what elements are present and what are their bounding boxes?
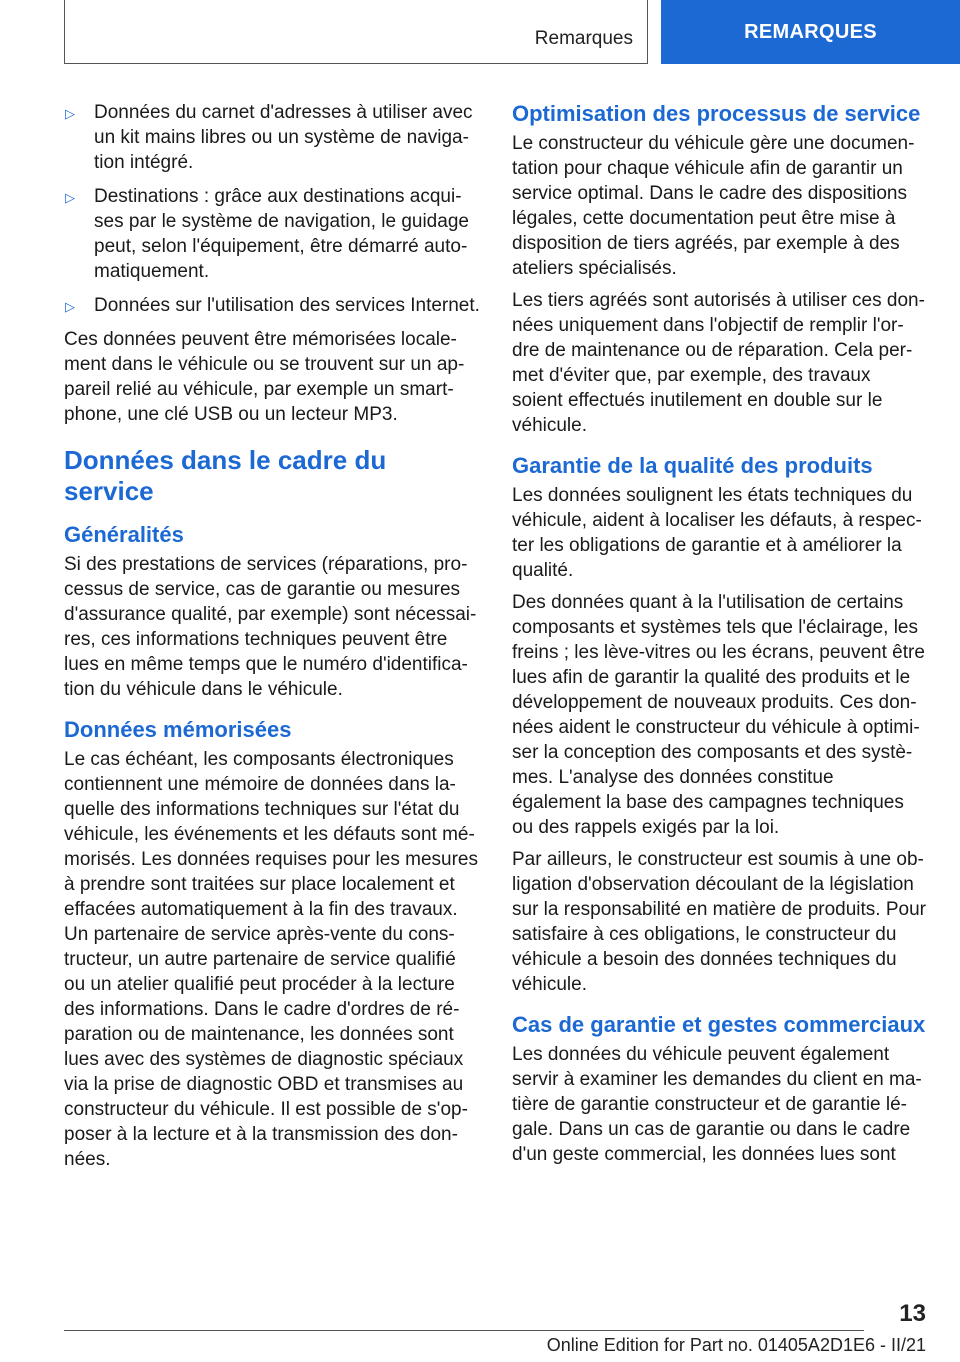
list-item-text: Données sur l'utilisation des services Internet. — [94, 295, 480, 316]
footer-divider — [64, 1330, 864, 1331]
header-section-title: Remarques — [534, 28, 633, 49]
list-item — [64, 100, 480, 175]
heading-garantie-qualite: Garantie de la qualité des produits — [512, 453, 873, 478]
page-number: 13 — [899, 1300, 926, 1327]
footer-edition-text: Online Edition for Part no. 01405A2D1E6 - II/21 — [546, 1335, 926, 1355]
triangle-bullet-icon: ▷ — [65, 299, 75, 314]
heading-optimisation: Optimisation des processus de service — [512, 101, 921, 126]
list-item-text: Destinations : grâce aux destinations acqui-ses par le système de navigation, le guidage peut, selon l'équipement, être démarré auto-matiquement. — [94, 186, 469, 282]
paragraph-garantie-qualite-3: Par ailleurs, le constructeur est soumis à une ob-ligation d'observation découlant de la législation sur la responsabilité en matière de produits. Pour satisfaire à ces obligations, le constructeur du véhicule a besoin des données techniques du véhicule. — [512, 849, 927, 995]
heading-donnees-memorisees: Données mémorisées — [64, 717, 292, 742]
right-column — [512, 100, 926, 1174]
intro-paragraph: Ces données peuvent être mémorisées locale-ment dans le véhicule ou se trouvent sur un ap-pareil relié au véhicule, par exemple un smart-phone, une clé USB ou un lecteur MP3. — [64, 329, 465, 425]
triangle-bullet-icon: ▷ — [65, 190, 75, 205]
paragraph-cas-garantie-1: Les données du véhicule peuvent également servir à examiner les demandes du client en ma-tière de garantie constructeur et de garantie lé-gale. Dans un cas de garantie ou dans le cadre d'un geste commercial, les données lues sont — [512, 1044, 922, 1165]
paragraph-garantie-qualite-2: Des données quant à la l'utilisation de certains composants et systèmes tels que l'éclairage, les freins ; les lève-vitres ou les écrans, peuvent être lues afin de garantir la qualité des produits et le développement de nouveaux produits. Ces don-nées aident le constructeur du véhicule à optimi-ser la conception des composants et des systè-mes. L'analyse des données constitue également la base des campagnes techniques ou des rappels exigés par la loi. — [512, 592, 925, 838]
paragraph-generalites: Si des prestations de services (réparations, pro-cessus de service, cas de garantie ou mesures d'assurance qualité, par exemple) sont nécessai-res, ces informations techniques peuvent être lues en même temps que le numéro d'identifica-tion du véhicule dans le véhicule. — [64, 554, 477, 700]
list-item — [64, 184, 480, 284]
paragraph-garantie-qualite-1: Les données soulignent les états techniques du véhicule, aident à localiser les défauts, à respec-ter les obligations de garantie et à améliorer la qualité. — [512, 485, 922, 581]
left-column — [64, 100, 480, 1179]
list-item-text: Données du carnet d'adresses à utiliser avec un kit mains libres ou un système de naviga-tion intégré. — [94, 102, 473, 173]
heading-cas-garantie: Cas de garantie et gestes commerciaux — [512, 1012, 926, 1037]
list-item — [64, 293, 480, 318]
paragraph-optimisation-1: Le constructeur du véhicule gère une documen-tation pour chaque véhicule afin de garantir un service optimal. Dans le cadre des dispositions légales, cette documentation peut être mise à disposition de tiers agréés, par exemple à des ateliers spécialisés. — [512, 133, 915, 279]
paragraph-optimisation-2: Les tiers agréés sont autorisés à utiliser ces don-nées uniquement dans l'objectif de remplir l'or-dre de maintenance ou de réparation. Cela per-met d'éviter que, par exemple, des travaux soient effectués inutilement en double sur le véhicule. — [512, 290, 925, 436]
header-chapter-title: REMARQUES — [744, 20, 877, 43]
section-heading-service: Données dans le cadre du service — [64, 445, 387, 506]
header-section-box — [64, 0, 648, 64]
paragraph-donnees-memorisees: Le cas échéant, les composants électroniques contiennent une mémoire de données dans la-quelle des informations techniques sur l'état du véhicule, les événements et les défauts sont mé-morisés. Les données requises pour les mesures à prendre sont traitées sur place localement et effacées automatiquement à la fin des travaux. Un partenaire de service après-vente du cons-tructeur, un autre partenaire de service qualifié ou un atelier qualifié peut procéder à la lecture des informations. Dans le cadre d'ordres de ré-paration ou de maintenance, les données sont lues avec des systèmes de diagnostic spéciaux via la prise de diagnostic OBD et transmises au constructeur du véhicule. Il est possible de s'op-poser à la lecture et à la transmission des don-nées. — [64, 749, 478, 1170]
triangle-bullet-icon: ▷ — [65, 106, 75, 121]
header-chapter-tab[interactable] — [661, 0, 960, 64]
heading-generalites: Généralités — [64, 522, 184, 547]
